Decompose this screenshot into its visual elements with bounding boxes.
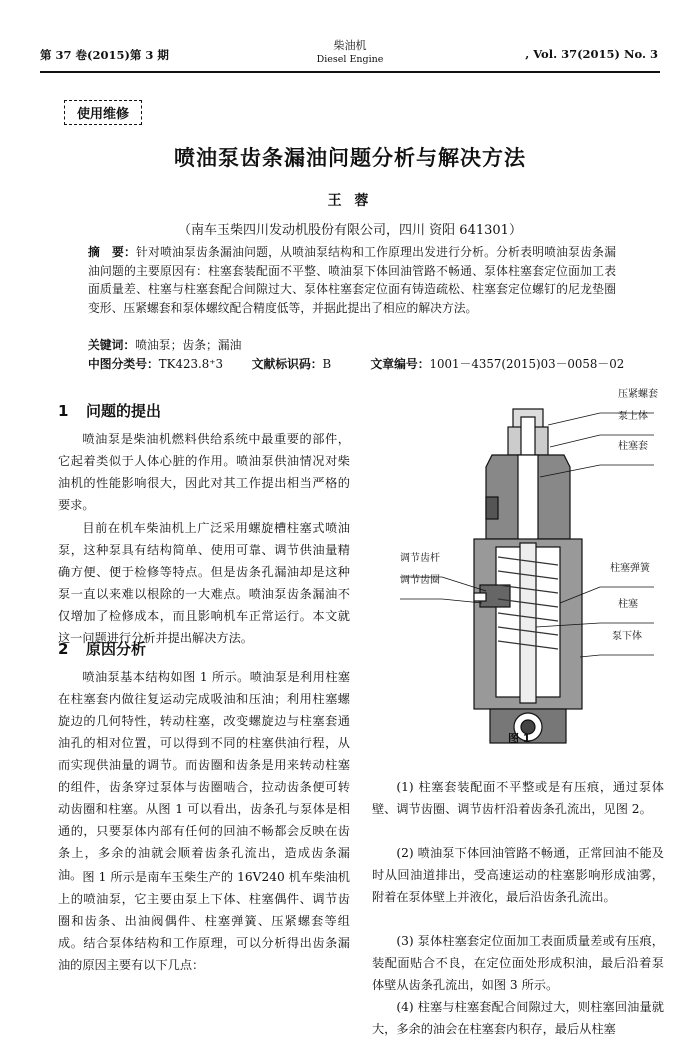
section-1-number: 1 — [58, 402, 69, 420]
section-1-paragraph: 喷油泵是柴油机燃料供给系统中最重要的部件，它起着类似于人体心脏的作用。喷油泵供油情况对柴油机的性能影响很大，因此对其工作提出相当严格的要求。 — [58, 432, 350, 512]
fig-label-lower-body: 泵下体 — [612, 631, 642, 642]
doc-code-label: 文献标识码： — [251, 357, 323, 371]
fig-label-press-sleeve: 压紧螺套 — [618, 389, 658, 400]
fig-label-upper-body: 泵上体 — [618, 411, 648, 422]
article-title: 喷油泵齿条漏油问题分析与解决方法 — [174, 146, 526, 170]
abstract-label: 摘 要： — [88, 245, 137, 259]
section-2-number: 2 — [58, 640, 69, 658]
abstract — [88, 243, 616, 317]
section-1-paragraph: 目前在机车柴油机上广泛采用螺旋槽柱塞式喷油泵，这种泵具有结构简单、使用可靠、调节供油量精确方便、便于检修等特点。但是齿条孔漏油却是这种泵一直以来难以根除的一大难点。喷油泵齿条漏油不仅增加了检修成本，而且影响机车正常运行。本文就这一问题进行分析并提出解决方法。 — [58, 521, 350, 645]
fig-label-plunger-sleeve: 柱塞套 — [618, 441, 648, 452]
header-volume-issue: 第 37 卷(2015)第 3 期 — [40, 48, 169, 62]
abstract-text: 针对喷油泵齿条漏油问题，从喷油泵结构和工作原理出发进行分析。分析表明喷油泵齿条漏油问题的主要原因有：柱塞套装配面不平整、喷油泵下体回油管路不畅通、泵体柱塞套定位面加工表面质量差、柱塞与柱塞套配合间隙过大、泵体柱塞套定位面有铸造疏松、柱塞套定位螺钉的尼龙垫圈变形、压紧螺套和泵体螺纹配合精度低等，并据此提出了相应的解决方法。 — [88, 245, 616, 315]
clc-value: TK423.8⁺3 — [158, 357, 223, 371]
column-tag: 使用维修 — [64, 100, 142, 125]
keywords-text: 喷油泵；齿条；漏油 — [135, 338, 242, 352]
author: 王 蓉 — [327, 193, 373, 209]
figure-1-caption: 图 1 — [508, 732, 531, 745]
section-2-paragraph: 图 1 所示是南车玉柴生产的 16V240 机车柴油机上的喷油泵，它主要由泵上下体、柱塞偶件、调节齿圈和齿条、出油阀偶件、柱塞弹簧、压紧螺套等组成。结合泵体结构和工作原理，可以分析得出齿条漏油的原因主要有以下几点： — [58, 870, 350, 972]
fig-label-plunger: 柱塞 — [618, 599, 638, 610]
cause-item: (1) 柱塞套装配面不平整或是有压痕，通过泵体壁、调节齿圈、调节齿杆沿着齿条孔流出，见图 2。 — [372, 780, 664, 816]
fig-label-rack: 调节齿杆 — [400, 553, 440, 564]
journal-name-cn: 柴油机 — [333, 39, 367, 52]
fig-label-gear-ring: 调节齿圈 — [400, 575, 440, 586]
fig-label-plunger-spring: 柱塞弹簧 — [610, 563, 650, 574]
classification-line — [88, 355, 628, 373]
cause-item: (3) 泵体柱塞套定位面加工表面质量差或有压痕，装配面贴合不良，在定位面处形成积油，最后沿着泵体壁从齿条孔流出，如图 3 所示。 — [372, 934, 664, 992]
keywords-label: 关键词： — [88, 338, 136, 352]
clc-label: 中图分类号： — [88, 357, 159, 371]
header-rule — [40, 71, 660, 73]
section-2-paragraph: 喷油泵基本结构如图 1 所示。喷油泵是利用柱塞在柱塞套内做往复运动完成吸油和压油；利用柱塞螺旋边的几何特性，转动柱塞，改变螺旋边与柱塞套通油孔的相对位置，可以得到不同的柱塞供油行程，从而实现供油量的调节。而齿圈和齿条是用来转动柱塞的组件，齿条穿过泵体与齿圈啮合，拉动齿条便可转动齿圈和柱塞。从图 1 可以看出，齿条孔与泵体是相通的，只要泵体内部有任何的回油不畅都会反映在齿条上，多余的油就会顺着齿条孔流出，造成齿条漏油。 — [58, 670, 350, 882]
journal-name-en: Diesel Engine — [316, 54, 384, 65]
article-number-value: 1001－4357(2015)03－0058－02 — [429, 357, 625, 371]
article-number-label: 文章编号： — [370, 357, 430, 371]
section-2-title: 原因分析 — [86, 640, 147, 658]
cause-item: (4) 柱塞与柱塞套配合间隙过大，则柱塞回油量就大，多余的油会在柱塞套内积存，最后从柱塞 — [372, 1000, 664, 1036]
affiliation: （南车玉柴四川发动机股份有限公司，四川 资阳 641301） — [178, 223, 522, 238]
header-volume-issue-en: , Vol. 37(2015) No. 3 — [525, 47, 658, 61]
section-2-heading — [58, 638, 146, 659]
section-1-heading — [58, 400, 161, 421]
cause-item: (2) 喷油泵下体回油管路不畅通，正常回油不能及时从回油道排出，受高速运动的柱塞影响形成油雾，附着在泵体壁上并液化，最后沿齿条孔流出。 — [372, 846, 664, 904]
keywords — [88, 336, 616, 354]
doc-code-value: B — [322, 357, 332, 371]
section-1-title: 问题的提出 — [86, 402, 162, 420]
